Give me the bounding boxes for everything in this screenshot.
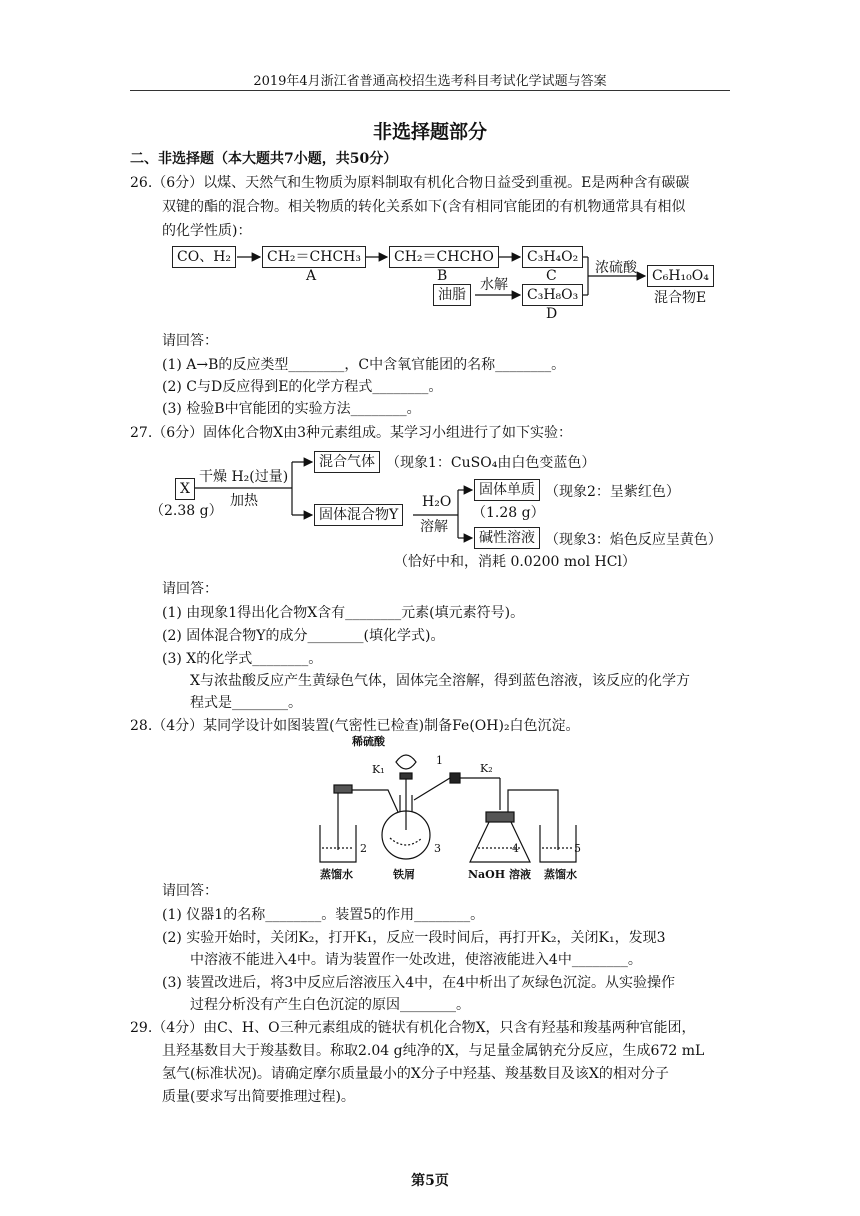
box-mixed-gas: 混合气体	[314, 451, 380, 473]
label-c: C	[546, 268, 557, 284]
label-h2o: H₂O	[422, 494, 452, 510]
phenomenon-3: （现象3：焰色反应呈黄色）	[545, 532, 722, 548]
neutralization-note: （恰好中和，消耗 0.0200 mol HCl）	[394, 554, 636, 570]
box-a: CH₂＝CHCH₃	[262, 246, 366, 268]
q28-line1: 28.（4分）某同学设计如图装置(气密性已检查)制备Fe(OH)₂白色沉淀。	[130, 718, 580, 734]
cond-h2: 干燥 H₂(过量)	[199, 469, 289, 485]
label-n5: 5	[574, 842, 581, 855]
q26-sub1: (1) A→B的反应类型________，C中含氧官能团的名称________。	[162, 357, 566, 373]
section-title: 非选择题部分	[372, 121, 487, 143]
q26-line3: 的化学性质)：	[162, 223, 252, 239]
box-fat: 油脂	[433, 284, 471, 306]
q28-sub3-cont: 过程分析没有产生白色沉淀的原因________。	[190, 997, 470, 1013]
label-k1: K₁	[372, 763, 385, 776]
q28-sub2-cont: 中溶液不能进入4中。请为装置作一处改进，使溶液能进入4中________。	[190, 952, 642, 968]
cond-heat: 加热	[230, 493, 258, 509]
mass-solid: （1.28 g）	[472, 505, 545, 521]
page-number: 第5页	[411, 1173, 449, 1189]
q26-sub3: (3) 检验B中官能团的实验方法________。	[162, 401, 421, 417]
label-hydrolysis: 水解	[480, 277, 508, 293]
box-solid-element: 固体单质	[474, 479, 540, 501]
q27-ask: 请回答：	[162, 581, 218, 597]
label-conc-acid: 浓硫酸	[595, 260, 637, 276]
q28-sub2: (2) 实验开始时，关闭K₂，打开K₁，反应一段时间后，再打开K₂，关闭K₁，发现3	[162, 930, 666, 946]
label-naoh-solution: NaOH 溶液	[468, 868, 531, 881]
label-n4: 4	[512, 842, 519, 855]
box-d: C₃H₈O₃	[522, 284, 583, 306]
q29-line4: 质量(要求写出简要推理过程)。	[162, 1089, 355, 1105]
q27-sub3-cont: X与浓盐酸反应产生黄绿色气体，固体完全溶解，得到蓝色溶液，该反应的化学方	[190, 673, 690, 689]
phenomenon-1: （现象1：CuSO₄由白色变蓝色）	[386, 455, 596, 471]
q26-line2: 双键的酯的混合物。相关物质的转化关系如下(含有相同官能团的有机物通常具有相似	[162, 199, 686, 215]
label-b: B	[437, 268, 448, 284]
label-iron-filings: 铁屑	[393, 868, 415, 881]
page-header: 2019年4月浙江省普通高校招生选考科目考试化学试题与答案	[253, 74, 607, 89]
q26-ask: 请回答：	[162, 333, 218, 349]
label-n3: 3	[434, 842, 441, 855]
label-distilled-water-2: 蒸馏水	[544, 868, 577, 881]
label-distilled-water-1: 蒸馏水	[320, 868, 353, 881]
q28-ask: 请回答：	[162, 883, 218, 899]
label-dissolve: 溶解	[420, 519, 448, 535]
q29-line2: 且羟基数目大于羧基数目。称取2.04 g纯净的X，与足量金属钠充分反应，生成672 mL	[162, 1043, 705, 1059]
q27-line1: 27.（6分）固体化合物X由3种元素组成。某学习小组进行了如下实验：	[130, 425, 573, 441]
q27-sub1: (1) 由现象1得出化合物X含有________元素(填元素符号)。	[162, 605, 525, 621]
q27-sub2: (2) 固体混合物Y的成分________(填化学式)。	[162, 628, 445, 644]
phenomenon-2: （现象2：呈紫红色）	[545, 484, 680, 500]
q28-sub1: (1) 仪器1的名称________。装置5的作用________。	[162, 907, 485, 923]
label-a: A	[306, 268, 317, 284]
q26-line1: 26.（6分）以煤、天然气和生物质为原料制取有机化合物日益受到重视。E是两种含有碳碳	[130, 175, 690, 191]
label-k2: K₂	[480, 762, 493, 775]
label-e: 混合物E	[654, 290, 707, 306]
q27-sub3: (3) X的化学式________。	[162, 651, 323, 667]
box-co-h2: CO、H₂	[172, 246, 236, 268]
section-heading: 二、非选择题（本大题共7小题，共50分）	[130, 151, 398, 167]
box-c: C₃H₄O₂	[522, 246, 583, 268]
box-x: X	[175, 478, 195, 500]
box-b: CH₂＝CHCHO	[389, 246, 499, 268]
label-d: D	[546, 306, 558, 322]
box-solid-mix-y: 固体混合物Y	[314, 504, 403, 526]
box-e: C₆H₁₀O₄	[647, 265, 714, 287]
mass-x: （2.38 g）	[150, 503, 223, 519]
q29-line1: 29.（4分）由C、H、O三种元素组成的链状有机化合物X，只含有羟基和羧基两种官能团，	[130, 1020, 696, 1036]
box-alkaline-solution: 碱性溶液	[474, 527, 540, 549]
q26-sub2: (2) C与D反应得到E的化学方程式________。	[162, 379, 443, 395]
q27-sub3-cont2: 程式是________。	[190, 695, 302, 711]
label-n2: 2	[360, 842, 367, 855]
q28-sub3: (3) 装置改进后，将3中反应后溶液压入4中，在4中析出了灰绿色沉淀。从实验操作	[162, 975, 676, 991]
label-n1: 1	[436, 754, 443, 767]
label-dilute-acid: 稀硫酸	[352, 735, 385, 748]
q29-line3: 氢气(标准状况)。请确定摩尔质量最小的X分子中羟基、羧基数目及该X的相对分子	[162, 1066, 669, 1082]
